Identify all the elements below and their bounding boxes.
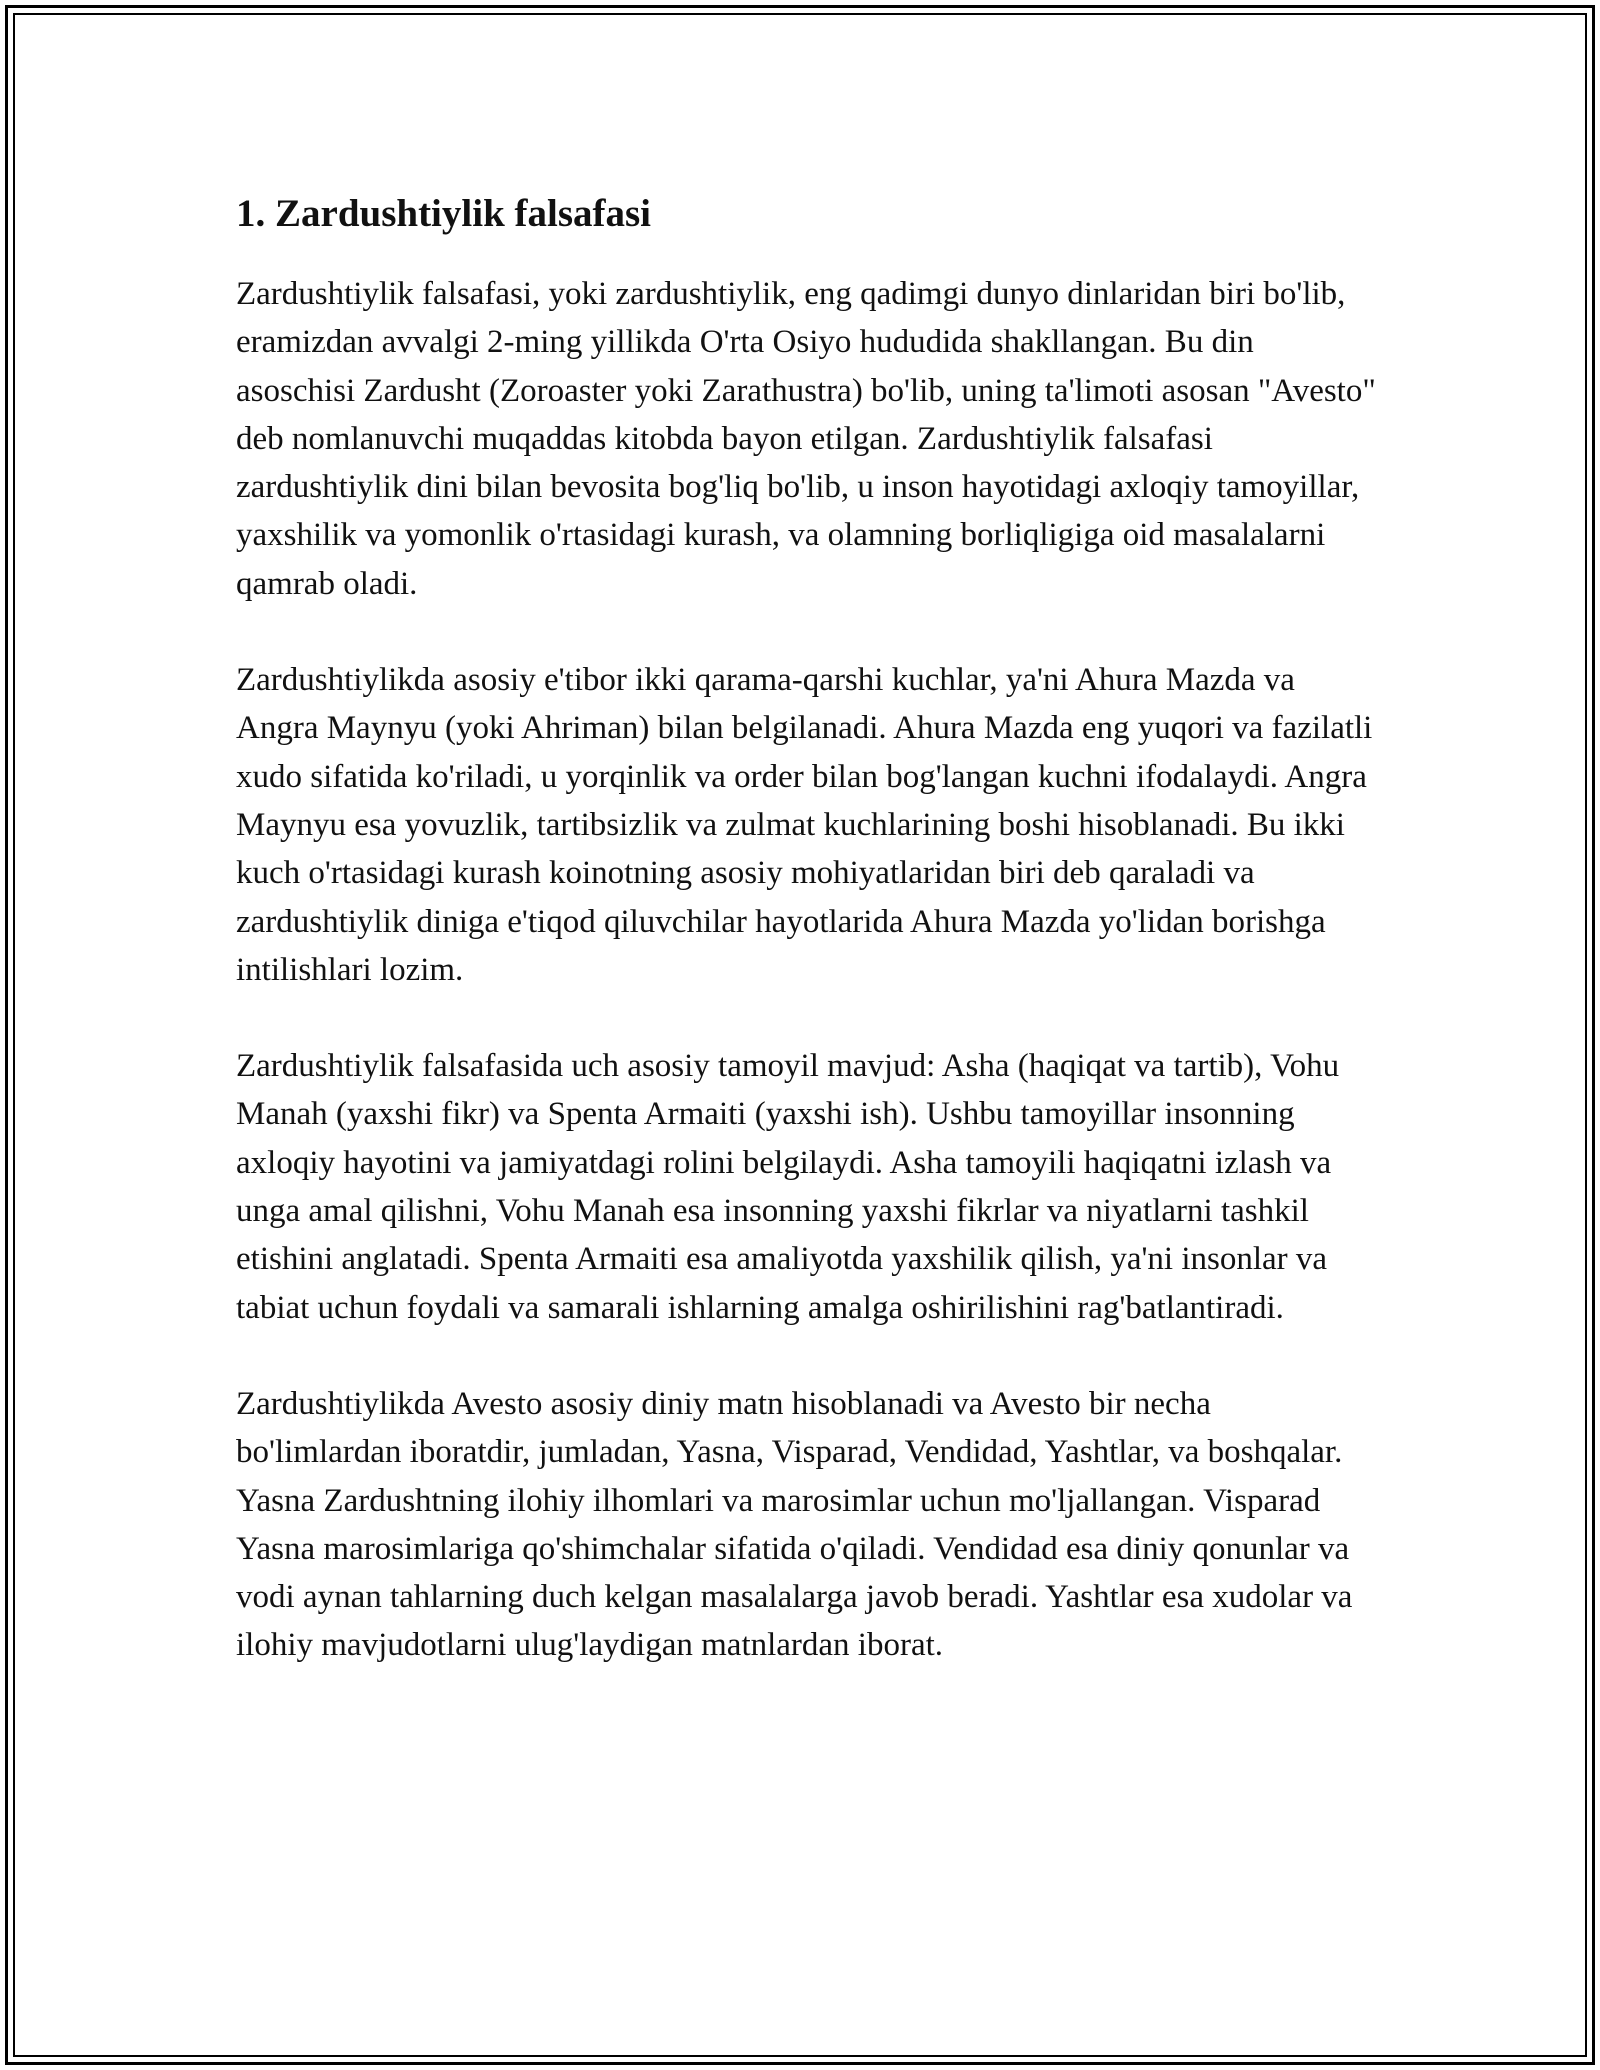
paragraph-3: Zardushtiylik falsafasida uch asosiy tamoyil mavjud: Asha (haqiqat va tartib), Vohu Manah (yaxshi fikr) va Spenta Armaiti (yaxshi ish). Ushbu tamoyillar insonning axloqiy hayotini va jamiyatdagi rolini belgilaydi. Asha tamoyili haqiqatni izlash va unga amal qilishni, Vohu Manah esa insonning yaxshi fikrlar va niyatlarni tashkil etishini anglatadi. Spenta Armaiti esa amaliyotda yaxshilik qilish, ya'ni insonlar va tabiat uchun foydali va samarali ishlarning amalga oshirilishini rag'batlantiradi. — [236, 1048, 1340, 1326]
section-heading: 1. Zardushtiylik falsafasi — [236, 192, 652, 235]
paragraph-1: Zardushtiylik falsafasi, yoki zardushtiylik, eng qadimgi dunyo dinlaridan biri bo'lib, eramizdan avvalgi 2-ming yillikda O'rta Osiyo hududida shakllangan. Bu din asoschisi Zardusht (Zoroaster yoki Zarathustra) bo'lib, uning ta'limoti asosan "Avesto" deb nomlanuvchi muqaddas kitobda bayon etilgan. Zardushtiylik falsafasi zardushtiylik dini bilan bevosita bog'liq bo'lib, u inson hayotidagi axloqiy tamoyillar, yaxshilik va yomonlik o'rtasidagi kurash, va olamning borliqligiga oid masalalarni qamrab oladi. — [236, 276, 1376, 602]
paragraph-4: Zardushtiylikda Avesto asosiy diniy matn hisoblanadi va Avesto bir necha bo'limlardan iboratdir, jumladan, Yasna, Visparad, Vendidad, Yashtlar, va boshqalar. Yasna Zardushtning ilohiy ilhomlari va marosimlar uchun mo'ljallangan. Visparad Yasna marosimlariga qo'shimchalar sifatida o'qiladi. Vendidad esa diniy qonunlar va vodi aynan tahlarning duch kelgan masalalarga javob beradi. Yashtlar esa xudolar va ilohiy mavjudotlarni ulug'laydigan matnlardan iborat. — [236, 1385, 1353, 1664]
document-body — [236, 186, 1376, 1718]
paragraph-2: Zardushtiylikda asosiy e'tibor ikki qarama-qarshi kuchlar, ya'ni Ahura Mazda va Angra Maynyu (yoki Ahriman) bilan belgilanadi. Ahura Mazda eng yuqori va fazilatli xudo sifatida ko'riladi, u yorqinlik va order bilan bog'langan kuchni ifodalaydi. Angra Maynyu esa yovuzlik, tartibsizlik va zulmat kuchlarining boshi hisoblanadi. Bu ikki kuch o'rtasidagi kurash koinotning asosiy mohiyatlaridan biri deb qaraladi va zardushtiylik diniga e'tiqod qiluvchilar hayotlarida Ahura Mazda yo'lidan borishga intilishlari lozim. — [236, 662, 1373, 988]
